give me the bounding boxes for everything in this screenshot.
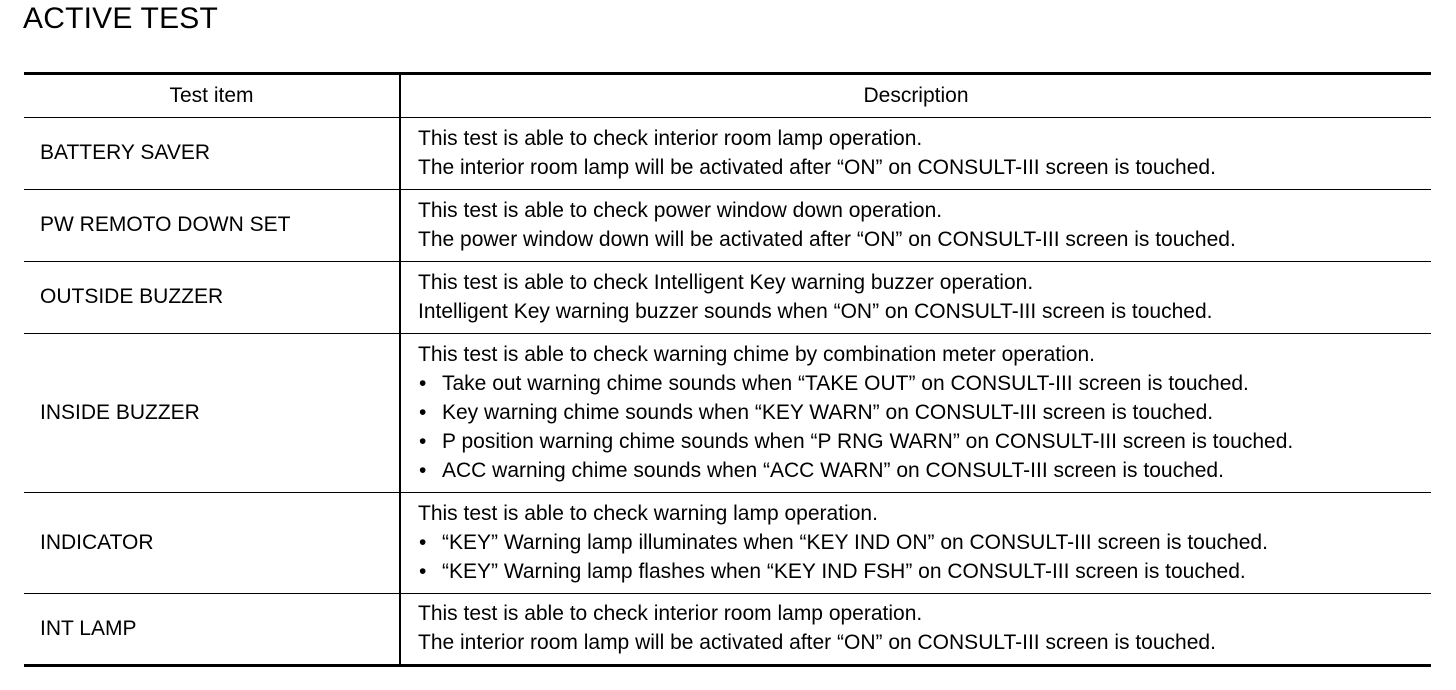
description-cell	[400, 262, 1431, 334]
description-line: This test is able to check warning lamp operation.	[418, 501, 878, 525]
test-item-cell: BATTERY SAVER	[24, 118, 400, 190]
bullet-text: “KEY” Warning lamp flashes when “KEY IND FSH” on CONSULT-III screen is touched.	[442, 559, 1246, 583]
description-line: This test is able to check interior room lamp operation.	[418, 602, 923, 625]
description-line: This test is able to check Intelligent Key warning buzzer operation.	[418, 270, 1034, 294]
test-item-cell: PW REMOTO DOWN SET	[24, 190, 400, 262]
description-cell	[400, 190, 1431, 262]
column-header-description: Description	[400, 74, 1431, 118]
bullet-item	[418, 427, 1431, 456]
description-line: The interior room lamp will be activated after “ON” on CONSULT-III screen is touched.	[418, 155, 1216, 179]
table-row	[24, 118, 1431, 190]
test-item-cell: INT LAMP	[24, 594, 400, 666]
description-line: This test is able to check warning chime by combination meter operation.	[418, 342, 1095, 366]
bullet-item	[418, 528, 1431, 557]
description-line: The power window down will be activated after “ON” on CONSULT-III screen is touched.	[418, 227, 1236, 251]
test-item-cell: INSIDE BUZZER	[24, 334, 400, 493]
bullet-text: ACC warning chime sounds when “ACC WARN” on CONSULT-III screen is touched.	[442, 458, 1224, 482]
active-test-table	[24, 72, 1431, 667]
description-line: This test is able to check power window down operation.	[418, 198, 943, 222]
description-line: Intelligent Key warning buzzer sounds when “ON” on CONSULT-III screen is touched.	[418, 299, 1213, 323]
table-row	[24, 334, 1431, 493]
description-cell	[400, 334, 1431, 493]
description-line: This test is able to check interior room lamp operation.	[418, 126, 923, 150]
table-header-row	[24, 74, 1431, 118]
bullet-icon: •	[419, 371, 427, 395]
description-cell	[400, 594, 1431, 666]
bullet-icon: •	[419, 559, 427, 583]
table-row	[24, 493, 1431, 594]
bullet-text: P position warning chime sounds when “P RNG WARN” on CONSULT-III screen is touched.	[442, 429, 1294, 453]
bullet-icon: •	[419, 429, 427, 453]
bullet-text: “KEY” Warning lamp illuminates when “KEY IND ON” on CONSULT-III screen is touched.	[442, 530, 1268, 554]
bullet-icon: •	[419, 530, 427, 554]
bullet-item	[418, 398, 1431, 427]
table-row	[24, 262, 1431, 334]
column-header-test-item: Test item	[24, 74, 400, 118]
description-cell	[400, 118, 1431, 190]
description-line: The interior room lamp will be activated after “ON” on CONSULT-III screen is touched.	[418, 631, 1216, 654]
table-row	[24, 190, 1431, 262]
bullet-icon: •	[419, 400, 427, 424]
page-title: ACTIVE TEST	[23, 2, 219, 35]
bullet-text: Take out warning chime sounds when “TAKE OUT” on CONSULT-III screen is touched.	[442, 371, 1249, 395]
description-cell	[400, 493, 1431, 594]
bullet-text: Key warning chime sounds when “KEY WARN” on CONSULT-III screen is touched.	[442, 400, 1214, 424]
table-row	[24, 594, 1431, 666]
test-item-cell: INDICATOR	[24, 493, 400, 594]
bullet-icon: •	[419, 458, 427, 482]
bullet-item	[418, 369, 1431, 398]
bullet-item	[418, 456, 1431, 485]
test-item-cell: OUTSIDE BUZZER	[24, 262, 400, 334]
bullet-item	[418, 557, 1431, 586]
